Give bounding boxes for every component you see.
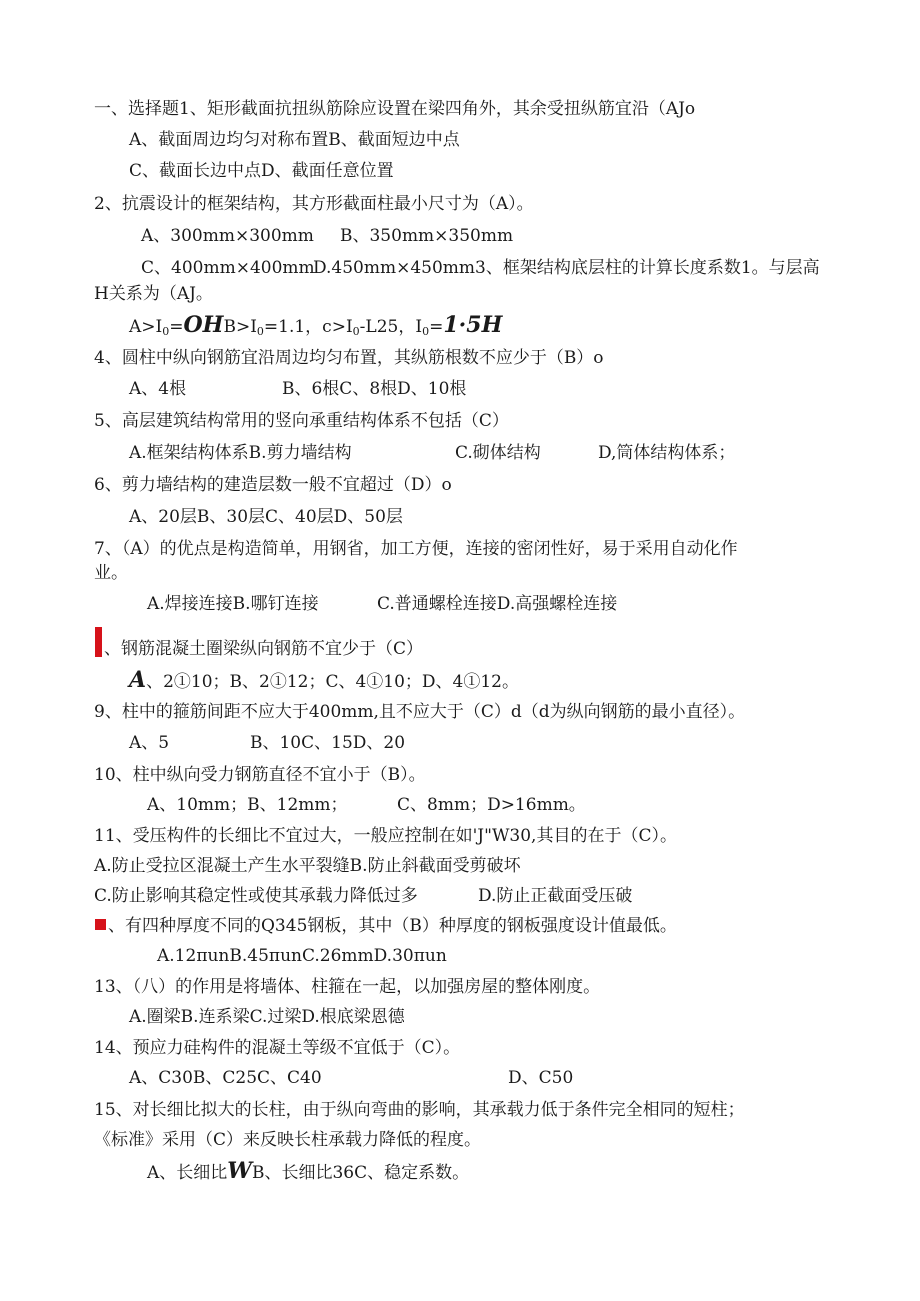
q1-options-cd: C、截面长边中点D、截面任意位置	[129, 161, 394, 181]
q9-option-a: A、5	[129, 733, 170, 753]
q3-a-prefix: A>I	[129, 317, 163, 337]
q14-options-abc: A、C30B、C25C、C40	[129, 1068, 322, 1088]
q2-stem: 2、抗震设计的框架结构，其方形截面柱最小尺寸为（A）。	[94, 194, 534, 214]
q8-options-text: 、2①10；B、2①12；C、4①10；D、4①12。	[146, 672, 519, 692]
q12-stem: 、有四种厚度不同的Q345钢板，其中（B）种厚度的钢板强度设计值最低。	[108, 916, 677, 936]
q14-option-d: D、C50	[508, 1068, 574, 1088]
q12-options: A.12πunB.45πunC.26mmD.30πun	[157, 946, 447, 966]
q7-stem-line1: 7、（A）的优点是构造简单，用钢省，加工方便，连接的密闭性好，易于采用自动化作	[94, 539, 738, 559]
q4-options-bcd: B、6根C、8根D、10根	[282, 379, 467, 399]
q15-stem-line1: 15、对长细比拟大的长柱，由于纵向弯曲的影响，其承载力低于条件完全相同的短柱；	[94, 1100, 745, 1120]
q8-option-a-letter: A	[129, 667, 147, 693]
q2-option-b: B、350mm×350mm	[340, 226, 514, 246]
q3-options	[129, 313, 502, 344]
subscript-zero: 0	[422, 325, 430, 338]
q8-options	[129, 668, 519, 694]
q15-options-bc: B、长细比36C、稳定系数。	[252, 1163, 470, 1183]
q10-options-ab: A、10mm；B、12mm；	[147, 795, 348, 815]
q4-stem: 4、圆柱中纵向钢筋宜沿周边均匀布置，其纵筋根数不应少于（B）o	[94, 348, 604, 368]
q5-option-c: C.砌体结构	[455, 443, 541, 463]
q6-stem: 6、剪力墙结构的建造层数一般不宜超过（D）o	[94, 475, 452, 495]
q15-stem-line2: 《标准》采用（C）来反映长柱承载力降低的程度。	[94, 1130, 482, 1150]
q4-option-a: A、4根	[129, 379, 187, 399]
red-marker-square	[95, 919, 106, 930]
q3-b-eq: =1.1，c>I	[263, 317, 353, 337]
q3-c-eq: -L25，I	[359, 317, 423, 337]
q14-stem: 14、预应力硅构件的混凝土等级不宜低于（C）。	[94, 1038, 461, 1058]
subscript-zero: 0	[162, 325, 170, 338]
q15-option-a: A、长细比	[147, 1163, 228, 1183]
q3-d-value: 1·5H	[443, 312, 503, 338]
q3-stem-continuation: H关系为（AJ。	[94, 284, 213, 304]
q11-option-d: D.防止正截面受压破	[478, 886, 633, 906]
q15-option-a-value: W	[227, 1158, 252, 1184]
subscript-zero: 0	[352, 325, 360, 338]
q9-options-bcd: B、10C、15D、20	[250, 733, 406, 753]
q10-stem: 10、柱中纵向受力钢筋直径不宜小于（B）。	[94, 765, 426, 785]
q7-options-cd: C.普通螺栓连接D.高强螺栓连接	[377, 594, 618, 614]
q7-stem-line2: 业。	[94, 563, 128, 583]
q1-options-ab: A、截面周边均匀对称布置B、截面短边中点	[129, 130, 460, 150]
q15-options	[147, 1159, 469, 1185]
q11-stem: 11、受压构件的长细比不宜过大，一般应控制在如'J"W30,其目的在于（C）。	[94, 826, 677, 846]
q5-stem: 5、高层建筑结构常用的竖向承重结构体系不包括（C）	[94, 411, 509, 431]
q3-a-eq: =	[169, 317, 184, 337]
q11-option-c: C.防止影响其稳定性或使其承载力降低过多	[94, 886, 418, 906]
q10-options-cd: C、8mm；D>16mm。	[397, 795, 586, 815]
q13-stem: 13、（八）的作用是将墙体、柱箍在一起，以加强房屋的整体刚度。	[94, 977, 601, 997]
q3-d-eq: =	[429, 317, 444, 337]
q2-option-c: C、400mm×400mm	[141, 258, 315, 278]
q2-option-a: A、300mm×300mm	[141, 226, 314, 246]
q8-stem: 、钢筋混凝土圈梁纵向钢筋不宜少于（C）	[104, 639, 424, 659]
q5-option-d: D,筒体结构体系；	[598, 443, 736, 463]
red-marker-bar	[95, 627, 102, 657]
q6-options: A、20层B、30层C、40层D、50层	[129, 507, 403, 527]
q11-options-ab: A.防止受拉区混凝土产生水平裂缝B.防止斜截面受剪破坏	[94, 856, 521, 876]
subscript-zero: 0	[256, 325, 264, 338]
q13-options: A.圈梁B.连系梁C.过梁D.根底梁恩德	[129, 1007, 405, 1027]
q3-a-value: OH	[183, 312, 224, 338]
q1-stem: 一、选择题1、矩形截面抗扭纵筋除应设置在梁四角外，其余受扭纵筋宜沿（AJo	[94, 99, 696, 119]
q3-b-prefix: B>I	[223, 317, 257, 337]
q7-options-ab: A.焊接连接B.哪钉连接	[147, 594, 319, 614]
q9-stem: 9、柱中的箍筋间距不应大于400mm,且不应大于（C）d（d为纵向钢筋的最小直径）。	[94, 702, 746, 722]
q5-options-ab: A.框架结构体系B.剪力墙结构	[129, 443, 352, 463]
q2-option-d-q3-stem: D.450mm×450mm3、框架结构底层柱的计算长度系数1。与层高	[313, 258, 820, 278]
